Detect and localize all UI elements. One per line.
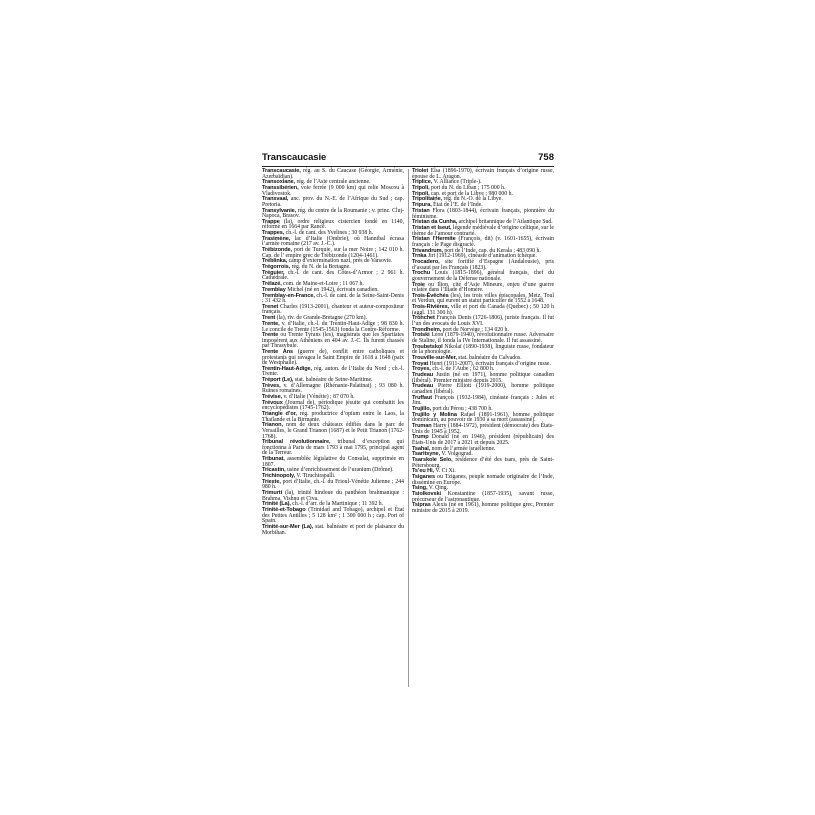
entry-definition: rég. du centre de la Roumanie ; v. princ. Cluj-Napoca, Brasov. — [262, 207, 404, 220]
entry-headword: Trévise, — [262, 394, 283, 401]
entry-definition: V. Ci Xi. — [434, 468, 456, 475]
guide-word: Transcaucasie — [262, 152, 327, 163]
entry-definition: assemblée législative du Consulat, supprimée en 1807. — [262, 456, 404, 468]
entry-headword: Trudeau — [412, 383, 434, 390]
entry-headword: Trévoux — [262, 399, 283, 406]
dictionary-entry — [262, 423, 404, 440]
entry-definition: stat. balnéaire du Calvados. — [456, 354, 522, 361]
entry-definition: V. Alliance (Triple-). — [432, 179, 482, 186]
entry-headword: Trent — [262, 315, 276, 322]
entry-headword: Trotski — [412, 332, 430, 339]
entry-definition: cap. et port de la Libye ; 980 000 h. — [429, 190, 513, 197]
entry-definition: rég. auton. de l’Italie du Nord ; ch.-l. Trente. — [262, 365, 404, 378]
entry-definition: rég. du N.-O. de la Libye. — [442, 196, 503, 203]
entry-headword: Transvaal, — [262, 196, 289, 203]
entry-definition: tribunal d’exception qui fonctionna à Paris de mars 1793 à mai 1795, principal agent de la Terreur. — [262, 439, 404, 457]
entry-definition: stat. balnéaire et port de plaisance du Morbihan. — [262, 524, 404, 536]
entry-definition: résidence d’été des tsars, près de Saint-Pétersbourg. — [412, 457, 554, 469]
entry-headword: Tsarskoïe Selo, — [412, 457, 453, 464]
entry-definition: ou Tziganes, peuple nomade originaire de l’Inde, disséminé en Europe. — [412, 474, 554, 486]
entry-headword: Tristan — [412, 207, 430, 214]
entry-definition: Donald (né en 1946), président (républicain) des États-Unis de 2017 à 2021 et depuis 2025. — [412, 434, 554, 446]
dictionary-entry — [262, 525, 404, 536]
entry-definition: anc. prov. du N.-E. de l’Afrique du Sud ; cap. Pretoria. — [262, 196, 404, 208]
entry-headword: Tsing, — [412, 485, 428, 492]
entry-headword: Trinité-sur-Mer (La), — [262, 524, 314, 531]
entry-headword: Troyat — [412, 360, 429, 367]
entry-headword: Trivandrum, — [412, 247, 443, 254]
entry-headword: Trump — [412, 434, 429, 441]
page-header — [262, 152, 554, 165]
entry-definition: ch.-l. de l’Aube ; 62 800 h. — [430, 366, 495, 373]
entry-definition: François Denis (1726-1806), juriste français. Il fut l’un des avocats de Louis XVI. — [412, 315, 554, 327]
entry-headword: Tripoli, — [412, 185, 430, 192]
entry-headword: Trasimène, — [262, 235, 291, 242]
entry-definition: (les), les trois villes épiscopales, Metz, Toul et Verdun, qui eurent un statut particulier de 1552 à 1648. — [412, 292, 554, 305]
dictionary-entry — [262, 333, 404, 350]
entry-headword: Treblinka, — [262, 258, 288, 265]
entry-headword: Trégorrois, — [262, 264, 291, 271]
entry-headword: Trianon, — [262, 422, 283, 429]
entry-definition: com. de Maine-et-Loire ; 11 067 h. — [281, 281, 364, 288]
entry-definition: (François, dit) (v. 1601-1655), écrivain français : le Page disgracié. — [412, 236, 554, 248]
column-divider — [408, 169, 409, 687]
entry-definition: Charles (1913-2001), chanteur et auteur-compositeur français. — [262, 303, 404, 316]
entry-headword: Tripura, — [412, 202, 432, 209]
entry-headword: Trochu — [412, 270, 431, 277]
entry-definition: Justin (né en 1971), homme politique canadien (libéral). Premier ministre depuis 2015. — [412, 372, 554, 384]
entry-headword: Troie — [412, 281, 425, 288]
entry-headword: Truman — [412, 423, 432, 430]
entry-definition: ch.-l. d’arr. de la Martinique ; 11 392 h. — [290, 501, 384, 508]
entry-definition: Konstantine (1857-1935), savant russe, précurseur de l’astronautique. — [412, 491, 554, 503]
entry-definition: Léon (1879-1940), révolutionnaire russe. Adversaire de Staline, il fonda la IVe Internationale. Il fut assassiné. — [412, 332, 554, 344]
entry-definition: Rafael (1891-1961), homme politique dominicain, au pouvoir de 1930 à sa mort (assassiné). — [412, 411, 554, 424]
entry-definition: voie ferrée (9 000 km) qui relie Moscou à Vladivostok. — [262, 185, 404, 197]
entry-headword: Trois-Évêchés — [412, 292, 449, 299]
entry-definition: stat. balnéaire de Seine-Maritime. — [293, 377, 373, 384]
entry-headword: Trondheim, — [412, 326, 442, 333]
entry-headword: Tsahal, — [412, 445, 431, 452]
entry-headword: Tsiolkovski — [412, 491, 441, 498]
entry-definition: port de Turquie, sur la mer Noire ; 142 010 h. Cap. de l’ empire grec de Trébizonde (1204-1461). — [262, 247, 404, 259]
entry-headword: Troubetskoï — [412, 343, 443, 350]
entry-definition: Louis (1815-1896), général français, chef du gouvernement de la Défense nationale. — [412, 270, 554, 282]
entry-definition: Nikolaï (1890-1938), linguiste russe, fondateur de la phonologie. — [412, 343, 554, 356]
entry-definition: (la), trinité hindoue du panthéon brahmanique : Brahma, Vishnu et Civa. — [262, 490, 404, 502]
entry-headword: Tronchet — [412, 315, 435, 322]
entry-definition: Alexis (né en 1961), homme politique grec, Premier ministre de 2015 à 2019. — [412, 502, 554, 514]
entry-headword: Triolet — [412, 168, 429, 174]
entry-headword: Tripoli, — [412, 190, 430, 197]
entry-definition: port du Pérou ; 438 700 h. — [431, 406, 493, 413]
entry-definition: Harry (1884-1972), président (démocrate) des États-Unis de 1945 à 1952. — [412, 423, 554, 435]
entry-definition: (Trinidad and Tobago), archipel et État des Petites Antilles ; 5 128 km² ; 1 300 000 h ; cap. Port of Spain. — [262, 507, 404, 525]
entry-definition: port de Norvège ; 134 020 h. — [441, 326, 509, 333]
entry-headword: Trinité-et-Tobago — [262, 507, 306, 514]
entry-definition: Henri (1911-2007), écrivain français d’origine russe. — [428, 360, 551, 367]
page-number: 758 — [538, 152, 554, 163]
entry-headword: Tsipras — [412, 502, 431, 509]
entry-headword: Transsibérien, — [262, 185, 299, 192]
entry-definition: ch.-l. de cant. des Yvelines ; 30 938 h. — [284, 230, 374, 237]
entry-definition: Flora (1803-1844), écrivain français, pionnière du féminisme. — [412, 207, 554, 220]
entry-definition: ch.-l. de cant. de la Seine-Saint-Denis ; 31 432 h. — [262, 292, 404, 305]
entry-headword: Tribunal révolutionnaire, — [262, 439, 331, 446]
entry-headword: Trélazé, — [262, 281, 282, 288]
dictionary-entry — [262, 440, 404, 457]
entry-headword: Trinité (La), — [262, 501, 291, 508]
entry-headword: Trnka — [412, 253, 427, 260]
entry-definition: ville et port du Canada (Québec) ; 50 120 h (aggl. 131 300 h). — [412, 304, 554, 316]
entry-headword: Transylvanie, — [262, 207, 297, 214]
entry-headword: Trente, — [262, 320, 280, 327]
entry-headword: Transoxiane, — [262, 179, 295, 186]
entry-headword: Truffaut — [412, 394, 433, 401]
entry-definition: site fortifié d’Espagne (Andalousie), pris d’assaut par les Français (1823). — [412, 259, 554, 271]
entry-headword: Tripolitaine, — [412, 196, 443, 203]
entry-definition: François (1932-1984), cinéaste français : Jules et Jim. — [412, 394, 554, 407]
entry-headword: Trichinopoly, — [262, 473, 296, 480]
entry-definition: usine d’enrichissement de l’uranium (Drôme). — [285, 467, 394, 474]
entry-headword: Triangle d’or, — [262, 411, 297, 418]
entry-definition: ou Ilion, cité d’Asie Mineure, enjeu d’une guerre relatée dans l’Iliade d’Homère. — [412, 281, 554, 294]
entry-definition: v. d’Italie, ch.-l. du Trentin-Haut-Adige ; 98 830 h. Le concile de Trente (1545-1563) fonda la Contre-Réforme. — [262, 320, 404, 333]
entry-definition: légende médiévale d’origine celtique, sur le thème de l’amour contrarié. — [412, 224, 554, 237]
entry-definition: camp d’extermination nazi, près de Varsovie. — [287, 258, 393, 265]
entry-definition: État de l’E. de l’Inde. — [431, 202, 483, 209]
entry-definition: lac d’Italie (Ombrie), où Hannibal écrasa l’armée romaine (217 av. J.-C.). — [262, 235, 404, 248]
dictionary-entry — [412, 503, 554, 514]
entry-headword: Trébizonde, — [262, 247, 292, 254]
entry-definition: (la), riv. de Grande-Bretagne (270 km). — [275, 315, 367, 322]
entry-headword: Tristan et Iseut, — [412, 224, 452, 231]
entry-definition: Pierre Elliott (1919-2000), homme politique canadien (libéral). — [412, 383, 554, 396]
entry-definition: rég. du N. de la Bretagne. — [290, 264, 351, 271]
entry-headword: Tréguier, — [262, 269, 285, 276]
entry-definition: rég. productrice d’opium entre le Laos, la Thaïlande et la Birmanie. — [262, 411, 404, 423]
dictionary-page — [262, 152, 554, 692]
entry-headword: Transcaucasie, — [262, 168, 301, 174]
entry-definition: V. Tiruchirapalli. — [295, 473, 336, 480]
entry-definition: Jiri (1912-1969), cinéaste d’animation tchèque. — [426, 253, 537, 260]
entry-definition: Elsa (1896-1970), écrivain français d’origine russe, épouse de L. Aragon. — [412, 168, 554, 180]
entry-headword: Troyes, — [412, 366, 431, 373]
entry-headword: Triplice, — [412, 179, 433, 186]
header-rule — [262, 166, 554, 167]
entry-definition: (la), ordre religieux cistercien fondé en 1140, réformé en 1664 par Rancé. — [262, 218, 404, 231]
entry-headword: Trenet — [262, 303, 279, 310]
entry-definition: Michel (né en 1942), écrivain canadien. — [285, 286, 379, 293]
entry-definition: (guerre de), conflit entre catholiques et protestants qui ravagea le Saint Empire de 1618 à 1648 (paix de Westphalie). — [262, 349, 405, 367]
entry-definition: ou Trente Tyrans (les), magistrats que les Spartiates imposèrent aux Athéniens en 404 av. J.-C. Ils furent chassés par Thrasybule. — [262, 332, 404, 350]
entry-headword: Tremblay-en-France, — [262, 292, 315, 299]
entry-definition: rég. de l’Asie centrale ancienne. — [295, 179, 371, 186]
entry-definition: nom de l’armée israélienne. — [430, 445, 496, 452]
entry-definition: archipel britannique de l’Atlantique Sud. — [457, 219, 553, 226]
entry-definition: ch.-l. de cant. des Côtes-d’Armor ; 2 961 h. Cathédrale. — [262, 269, 404, 282]
entry-definition: port d’Italie, ch.-l. du Frioul-Vénétie Julienne ; 244 980 h. — [262, 478, 404, 491]
entry-headword: Trappe — [262, 218, 280, 225]
entry-headword: Tribunat, — [262, 456, 285, 463]
entry-definition: nom de deux châteaux édifiés dans le parc de Versailles, le Grand Trianon (1687) et le Petit Trianon (1762-1768). — [262, 422, 404, 440]
entry-definition: v. d’Allemagne (Rhénanie-Palatinat) ; 93 080 h. Ruines romaines. — [262, 382, 404, 395]
dictionary-entry — [262, 350, 404, 367]
entry-headword: Trois-Rivières, — [412, 304, 450, 311]
entry-headword: Trouville-sur-Mer, — [412, 354, 457, 361]
entry-headword: Trimurti — [262, 490, 283, 497]
entry-definition: V. Volgograd. — [440, 451, 473, 458]
entry-headword: Tsaritsyne, — [412, 451, 441, 458]
entry-headword: Trèves, — [262, 382, 281, 389]
entry-headword: Trocadero, — [412, 259, 440, 265]
dictionary-entry — [262, 508, 404, 525]
entry-definition: rég. au S. du Caucase (Géorgie, Arménie, Azerbaïdjan). — [262, 168, 404, 180]
entry-headword: Tristan l’Hermite — [412, 236, 456, 243]
entry-headword: Trappes, — [262, 230, 285, 237]
entry-headword: Trujillo, — [412, 406, 431, 413]
entry-headword: Tremblay — [262, 286, 286, 293]
entry-headword: Trentin-Haut-Adige, — [262, 365, 312, 372]
entry-definition: V. Qing. — [427, 485, 449, 492]
entry-definition: port de l’Inde, cap. du Kerala ; 483 090 h. — [442, 247, 541, 254]
left-column — [262, 169, 404, 536]
entry-headword: Tristan da Cunha, — [412, 219, 458, 226]
entry-definition: v. d’Italie (Vénétie) ; 87 070 h. — [282, 394, 355, 401]
entry-headword: Tsiganes — [412, 474, 436, 481]
entry-definition: port du N. du Liban ; 175 000 h. — [429, 185, 506, 192]
entry-headword: Trujillo y Molina — [412, 411, 457, 418]
entry-headword: Trieste, — [262, 478, 281, 485]
right-column — [412, 169, 554, 515]
entry-headword: Ts’eu Hi, — [412, 468, 434, 475]
entry-headword: Trudeau — [412, 372, 434, 379]
entry-headword: Trente Ans — [262, 349, 294, 356]
entry-headword: Tricastin, — [262, 467, 286, 474]
entry-definition: (Journal de), périodique jésuite qui combattit les encyclopédistes (1745-1762). — [262, 399, 404, 412]
entry-headword: Trente — [262, 332, 279, 339]
entry-headword: Tréport (Le), — [262, 377, 294, 384]
